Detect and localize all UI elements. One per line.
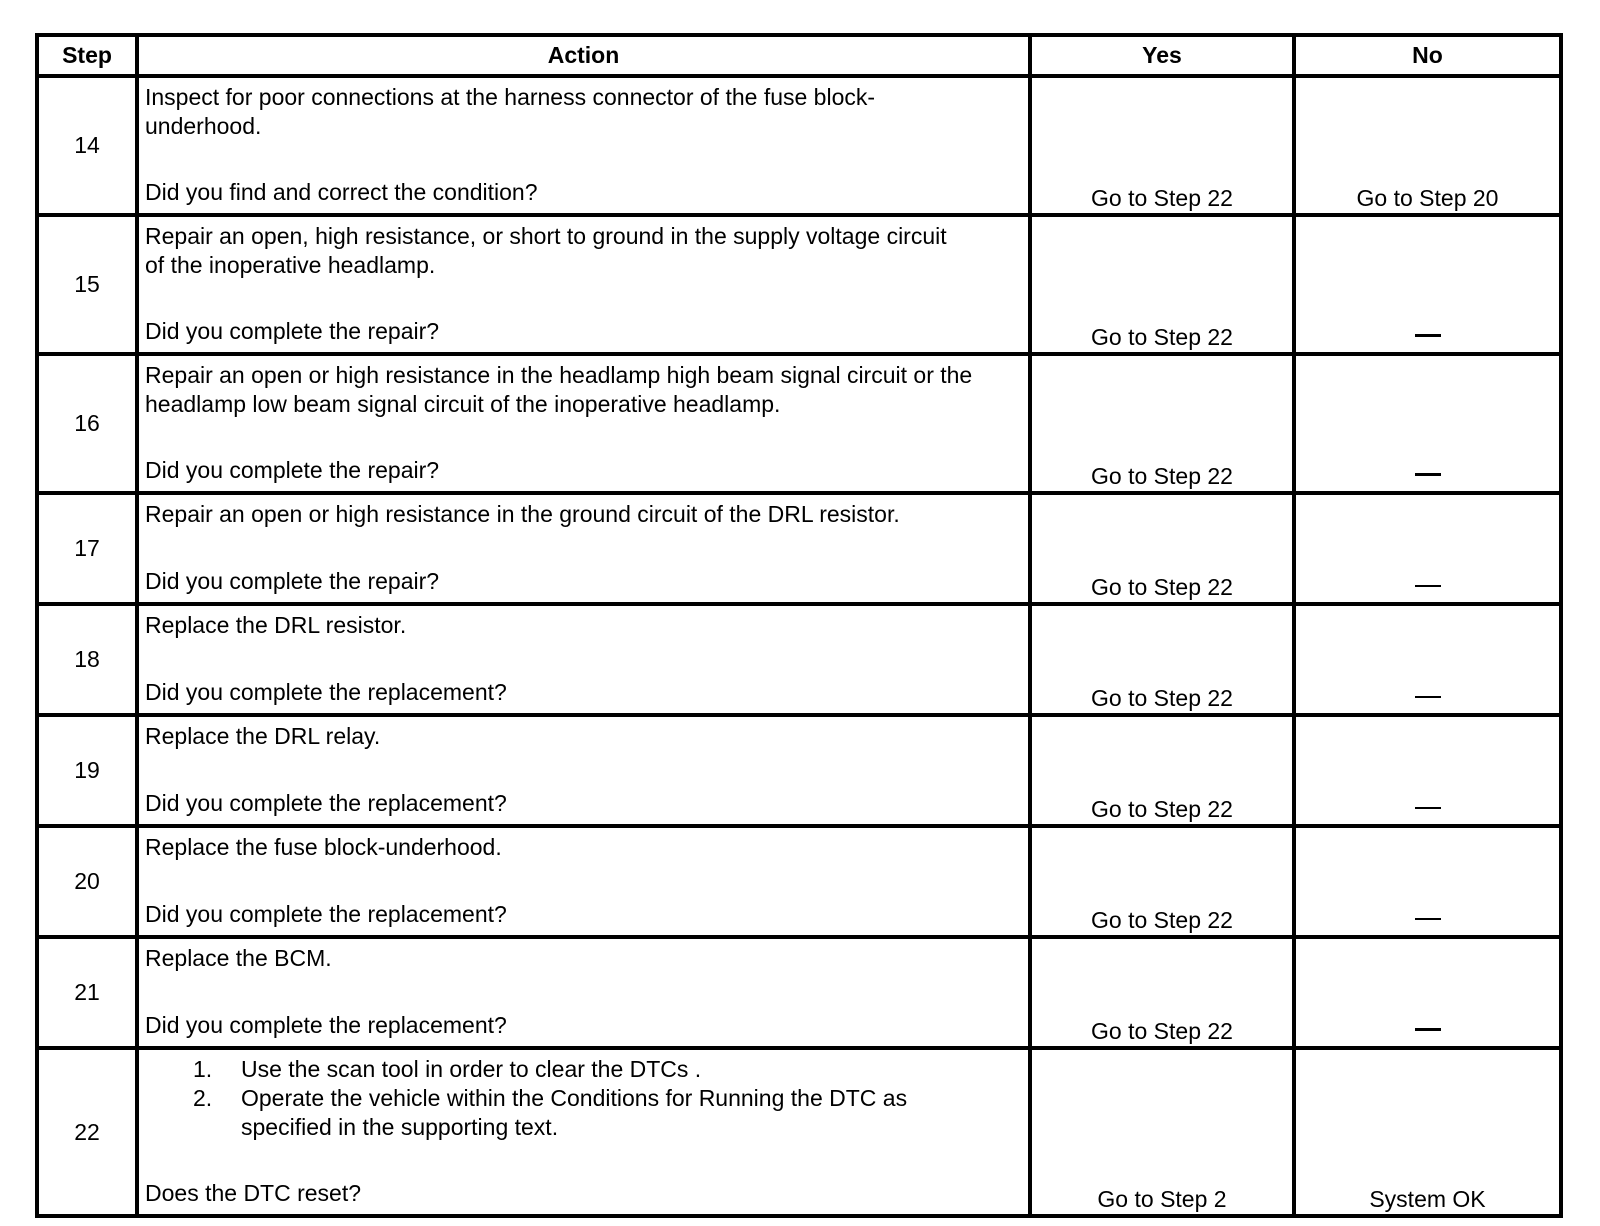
dash-mark (1415, 918, 1441, 920)
no-result (1294, 493, 1561, 604)
instruction-text: Replace the DRL resistor. (145, 612, 407, 638)
list-number: 1. (193, 1056, 213, 1082)
diagnostic-table (35, 33, 1563, 1218)
list-text: Operate the vehicle within the Conditions for Running the DTC as specified in the supporting text. (241, 1085, 908, 1140)
header-yes: Yes (1030, 35, 1294, 76)
instruction-text: Replace the fuse block-underhood. (145, 834, 502, 860)
action-cell (137, 604, 1030, 715)
instruction-text: Replace the BCM. (145, 945, 332, 971)
action-cell (137, 826, 1030, 937)
header-no: No (1294, 35, 1561, 76)
no-result (1294, 826, 1561, 937)
question-text: Did you complete the replacement? (145, 901, 507, 927)
action-cell (137, 354, 1030, 493)
question-text: Did you complete the replacement? (145, 790, 507, 816)
action-cell (137, 76, 1030, 215)
question-text: Did you complete the repair? (145, 318, 440, 344)
yes-result: Go to Step 22 (1030, 76, 1294, 215)
step-number: 15 (37, 215, 137, 354)
yes-result: Go to Step 22 (1030, 937, 1294, 1048)
step-number: 16 (37, 354, 137, 493)
instruction-text: Replace the DRL relay. (145, 723, 381, 749)
question-text: Did you complete the replacement? (145, 679, 507, 705)
step-number: 18 (37, 604, 137, 715)
header-action: Action (137, 35, 1030, 76)
action-cell (137, 215, 1030, 354)
no-result (1294, 715, 1561, 826)
step-number: 14 (37, 76, 137, 215)
table-row (37, 76, 1561, 215)
list-text: Use the scan tool in order to clear the DTCs . (241, 1056, 702, 1082)
table-row (37, 215, 1561, 354)
list-item (145, 1055, 1022, 1084)
table-row (37, 715, 1561, 826)
yes-result: Go to Step 2 (1030, 1048, 1294, 1216)
instruction-text: Repair an open or high resistance in the ground circuit of the DRL resistor. (145, 501, 900, 527)
instruction-text: Inspect for poor connections at the harness connector of the fuse block-underhood. (145, 84, 876, 139)
header-step: Step (37, 35, 137, 76)
action-cell (137, 937, 1030, 1048)
dash-mark (1415, 334, 1441, 337)
yes-result: Go to Step 22 (1030, 354, 1294, 493)
action-cell (137, 493, 1030, 604)
question-text: Did you complete the replacement? (145, 1012, 507, 1038)
list-item (145, 1084, 1022, 1142)
no-result (1294, 604, 1561, 715)
action-cell (137, 715, 1030, 826)
question-text: Did you complete the repair? (145, 457, 440, 483)
yes-result: Go to Step 22 (1030, 826, 1294, 937)
step-number: 17 (37, 493, 137, 604)
dash-mark (1415, 696, 1441, 698)
table-row (37, 826, 1561, 937)
step-number: 22 (37, 1048, 137, 1216)
no-result (1294, 215, 1561, 354)
question-text: Does the DTC reset? (145, 1180, 362, 1206)
instruction-text: Repair an open or high resistance in the headlamp high beam signal circuit or the headlamp low beam signal circuit of the inoperative headlamp. (145, 362, 973, 417)
step-number: 20 (37, 826, 137, 937)
table-row (37, 937, 1561, 1048)
header-row (37, 35, 1561, 76)
dash-mark (1415, 807, 1441, 809)
no-result (1294, 354, 1561, 493)
dash-mark (1415, 1028, 1441, 1031)
list-number: 2. (193, 1085, 213, 1111)
procedure-list (145, 1055, 1022, 1142)
question-text: Did you find and correct the condition? (145, 179, 538, 205)
yes-result: Go to Step 22 (1030, 604, 1294, 715)
yes-result: Go to Step 22 (1030, 715, 1294, 826)
step-number: 21 (37, 937, 137, 1048)
table-row (37, 493, 1561, 604)
no-result: Go to Step 20 (1294, 76, 1561, 215)
no-result: System OK (1294, 1048, 1561, 1216)
instruction-text: Repair an open, high resistance, or short to ground in the supply voltage circuit of the inoperative headlamp. (145, 223, 947, 278)
dash-mark (1415, 473, 1441, 476)
step-number: 19 (37, 715, 137, 826)
yes-result: Go to Step 22 (1030, 493, 1294, 604)
dash-mark (1415, 585, 1441, 587)
table-row (37, 604, 1561, 715)
yes-result: Go to Step 22 (1030, 215, 1294, 354)
table-row (37, 354, 1561, 493)
no-result (1294, 937, 1561, 1048)
table-row (37, 1048, 1561, 1216)
action-cell (137, 1048, 1030, 1216)
question-text: Did you complete the repair? (145, 568, 440, 594)
